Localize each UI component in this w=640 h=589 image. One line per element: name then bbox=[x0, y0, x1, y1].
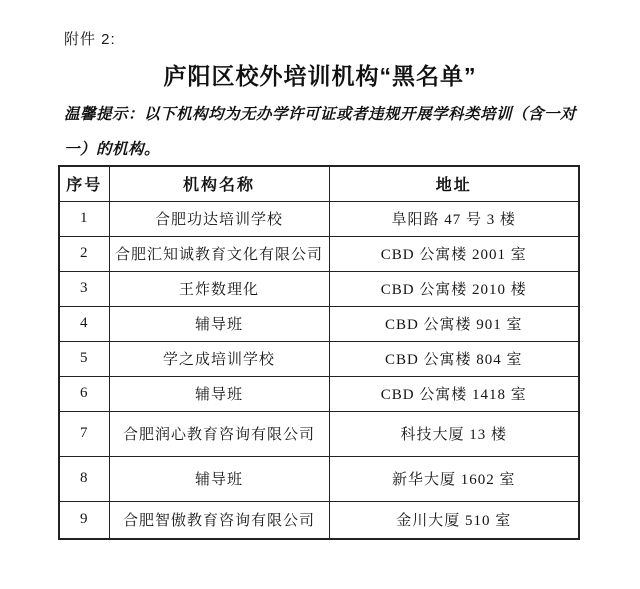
blacklist-table bbox=[58, 165, 580, 540]
name-cell: 辅导班 bbox=[109, 376, 329, 411]
addr-cell: CBD 公寓楼 2001 室 bbox=[329, 236, 579, 271]
table-row bbox=[59, 271, 579, 306]
addr-cell: 金川大厦 510 室 bbox=[329, 501, 579, 539]
addr-cell: 科技大厦 13 楼 bbox=[329, 411, 579, 456]
name-cell: 王炸数理化 bbox=[109, 271, 329, 306]
table-header-row bbox=[59, 166, 579, 201]
name-cell: 合肥智傲教育咨询有限公司 bbox=[109, 501, 329, 539]
name-cell: 合肥功达培训学校 bbox=[109, 201, 329, 236]
table-header-cell-2: 地址 bbox=[329, 166, 579, 201]
addr-cell: 阜阳路 47 号 3 楼 bbox=[329, 201, 579, 236]
table-body bbox=[59, 201, 579, 539]
table-row bbox=[59, 306, 579, 341]
seq-cell: 3 bbox=[59, 271, 109, 306]
table-header-cell-1: 机构名称 bbox=[109, 166, 329, 201]
notice-text bbox=[64, 97, 584, 167]
seq-cell: 1 bbox=[59, 201, 109, 236]
attachment-label: 附件 2: bbox=[64, 31, 116, 48]
name-cell: 合肥润心教育咨询有限公司 bbox=[109, 411, 329, 456]
table-row bbox=[59, 376, 579, 411]
addr-cell: CBD 公寓楼 901 室 bbox=[329, 306, 579, 341]
notice-line-2: 一）的机构。 bbox=[64, 141, 161, 158]
name-cell: 辅导班 bbox=[109, 306, 329, 341]
notice-line-1: 温馨提示：以下机构均为无办学许可证或者违规开展学科类培训（含一对 bbox=[64, 106, 577, 123]
table-row bbox=[59, 411, 579, 456]
table-row bbox=[59, 341, 579, 376]
table-row bbox=[59, 201, 579, 236]
table-row bbox=[59, 501, 579, 539]
seq-cell: 8 bbox=[59, 456, 109, 501]
seq-cell: 4 bbox=[59, 306, 109, 341]
addr-cell: CBD 公寓楼 1418 室 bbox=[329, 376, 579, 411]
seq-cell: 5 bbox=[59, 341, 109, 376]
name-cell: 辅导班 bbox=[109, 456, 329, 501]
addr-cell: CBD 公寓楼 804 室 bbox=[329, 341, 579, 376]
table-header-cell-0: 序号 bbox=[59, 166, 109, 201]
addr-cell: CBD 公寓楼 2010 楼 bbox=[329, 271, 579, 306]
name-cell: 学之成培训学校 bbox=[109, 341, 329, 376]
seq-cell: 2 bbox=[59, 236, 109, 271]
seq-cell: 9 bbox=[59, 501, 109, 539]
addr-cell: 新华大厦 1602 室 bbox=[329, 456, 579, 501]
page-title: 庐阳区校外培训机构“黑名单” bbox=[163, 63, 477, 89]
table-row bbox=[59, 236, 579, 271]
seq-cell: 6 bbox=[59, 376, 109, 411]
table-row bbox=[59, 456, 579, 501]
name-cell: 合肥汇知诚教育文化有限公司 bbox=[109, 236, 329, 271]
seq-cell: 7 bbox=[59, 411, 109, 456]
